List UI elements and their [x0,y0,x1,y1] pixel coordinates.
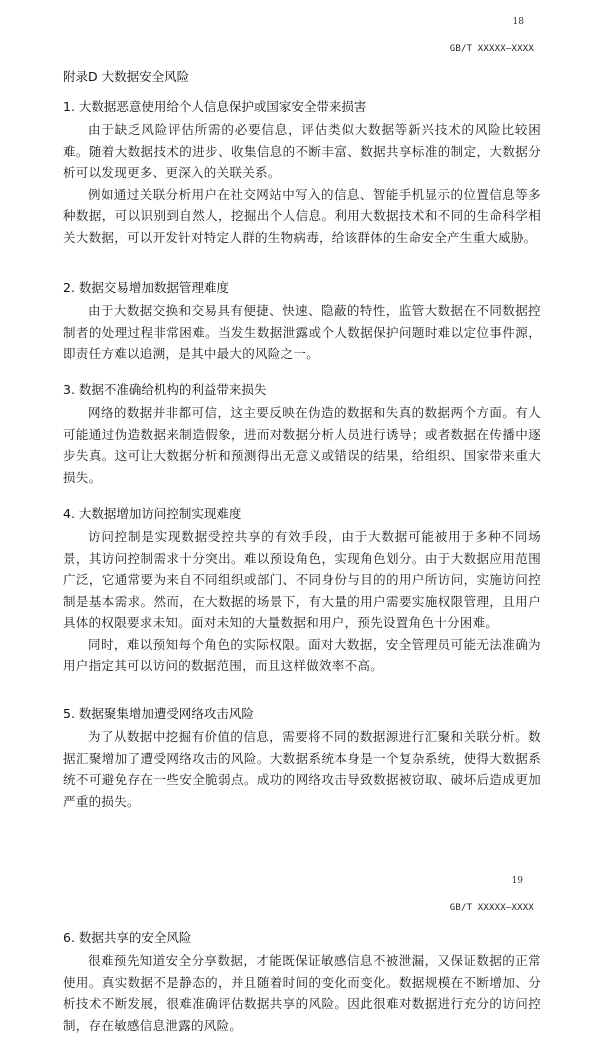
section-1 [63,98,541,248]
section-heading: 3. 数据不准确给机构的利益带来损失 [63,382,267,397]
section-3 [63,381,541,488]
section-4 [63,505,541,677]
section-5 [63,705,541,812]
section-heading: 2. 数据交易增加数据管理难度 [63,280,229,295]
section-heading: 4. 大数据增加访问控制实现难度 [63,506,242,521]
paragraph: 很难预先知道安全分享数据，才能既保证敏感信息不被泄漏，又保证数据的正常使用。真实数据不是静态的，并且随着时间的变化而变化。数据规模在不断增加、分析技术不断发展，很难准确评估数据共享的风险。因此很难对数据进行充分的访问控制，存在敏感信息泄露的风险。 [63,953,541,1033]
appendix-title: 附录D 大数据安全风险 [63,69,190,84]
paragraph: 访问控制是实现数据受控共享的有效手段，由于大数据可能被用于多种不同场景，其访问控制需求十分突出。难以预设角色，实现角色划分。由于大数据应用范围广泛，它通常要为来自不同组织或部门、不同身份与目的的用户所访问，实施访问控制是基本需求。然而，在大数据的场景下，有大量的用户需要实施权限管理，且用户具体的权限要求未知。面对未知的大量数据和用户，预先设置角色十分困难。 [63,529,541,630]
paragraph: 由于大数据交换和交易具有便捷、快速、隐蔽的特性，监管大数据在不同数据控制者的处理过程非常困难。当发生数据泄露或个人数据保护问题时难以定位事件源，即责任方难以追溯，是其中最大的风险之一。 [63,303,541,361]
section-2 [63,279,541,365]
paragraph: 同时，难以预知每个角色的实际权限。面对大数据，安全管理员可能无法准确为用户指定其可以访问的数据范围，而且这样做效率不高。 [63,636,541,673]
paragraph: 由于缺乏风险评估所需的必要信息，评估类似大数据等新兴技术的风险比较困难。随着大数据技术的进步、收集信息的不断丰富、数据共享标准的制定，大数据分析可以发现更多、更深入的关联关系。 [63,122,541,180]
paragraph: 网络的数据并非都可信，这主要反映在伪造的数据和失真的数据两个方面。有人可能通过伪造数据来制造假象，进而对数据分析人员进行诱导；或者数据在传播中逐步失真。这可让大数据分析和预测得出无意义或错误的结果，给组织、国家带来重大损失。 [63,405,541,485]
page-number: 18 [512,17,524,27]
standard-number: GB/T XXXXX—XXXX [449,903,534,913]
section-heading: 1. 大数据恶意使用给个人信息保护或国家安全带来损害 [63,99,367,114]
standard-number: GB/T XXXXX—XXXX [449,44,534,54]
section-heading: 5. 数据聚集增加遭受网络攻击风险 [63,706,254,721]
section-6 [63,929,541,1036]
section-heading: 6. 数据共享的安全风险 [63,930,192,945]
paragraph: 例如通过关联分析用户在社交网站中写入的信息、智能手机显示的位置信息等多种数据，可以识别到自然人，挖掘出个人信息。利用大数据技术和不同的生命科学相关大数据，可以开发针对特定人群的生物病毒，给该群体的生命安全产生重大威胁。 [63,186,541,245]
paragraph: 为了从数据中挖掘有价值的信息，需要将不同的数据源进行汇聚和关联分析。数据汇聚增加了遭受网络攻击的风险。大数据系统本身是一个复杂系统，使得大数据系统不可避免存在一些安全脆弱点。成功的网络攻击导致数据被窃取、破坏后造成更加严重的损失。 [63,729,541,809]
page-number: 19 [511,876,523,886]
